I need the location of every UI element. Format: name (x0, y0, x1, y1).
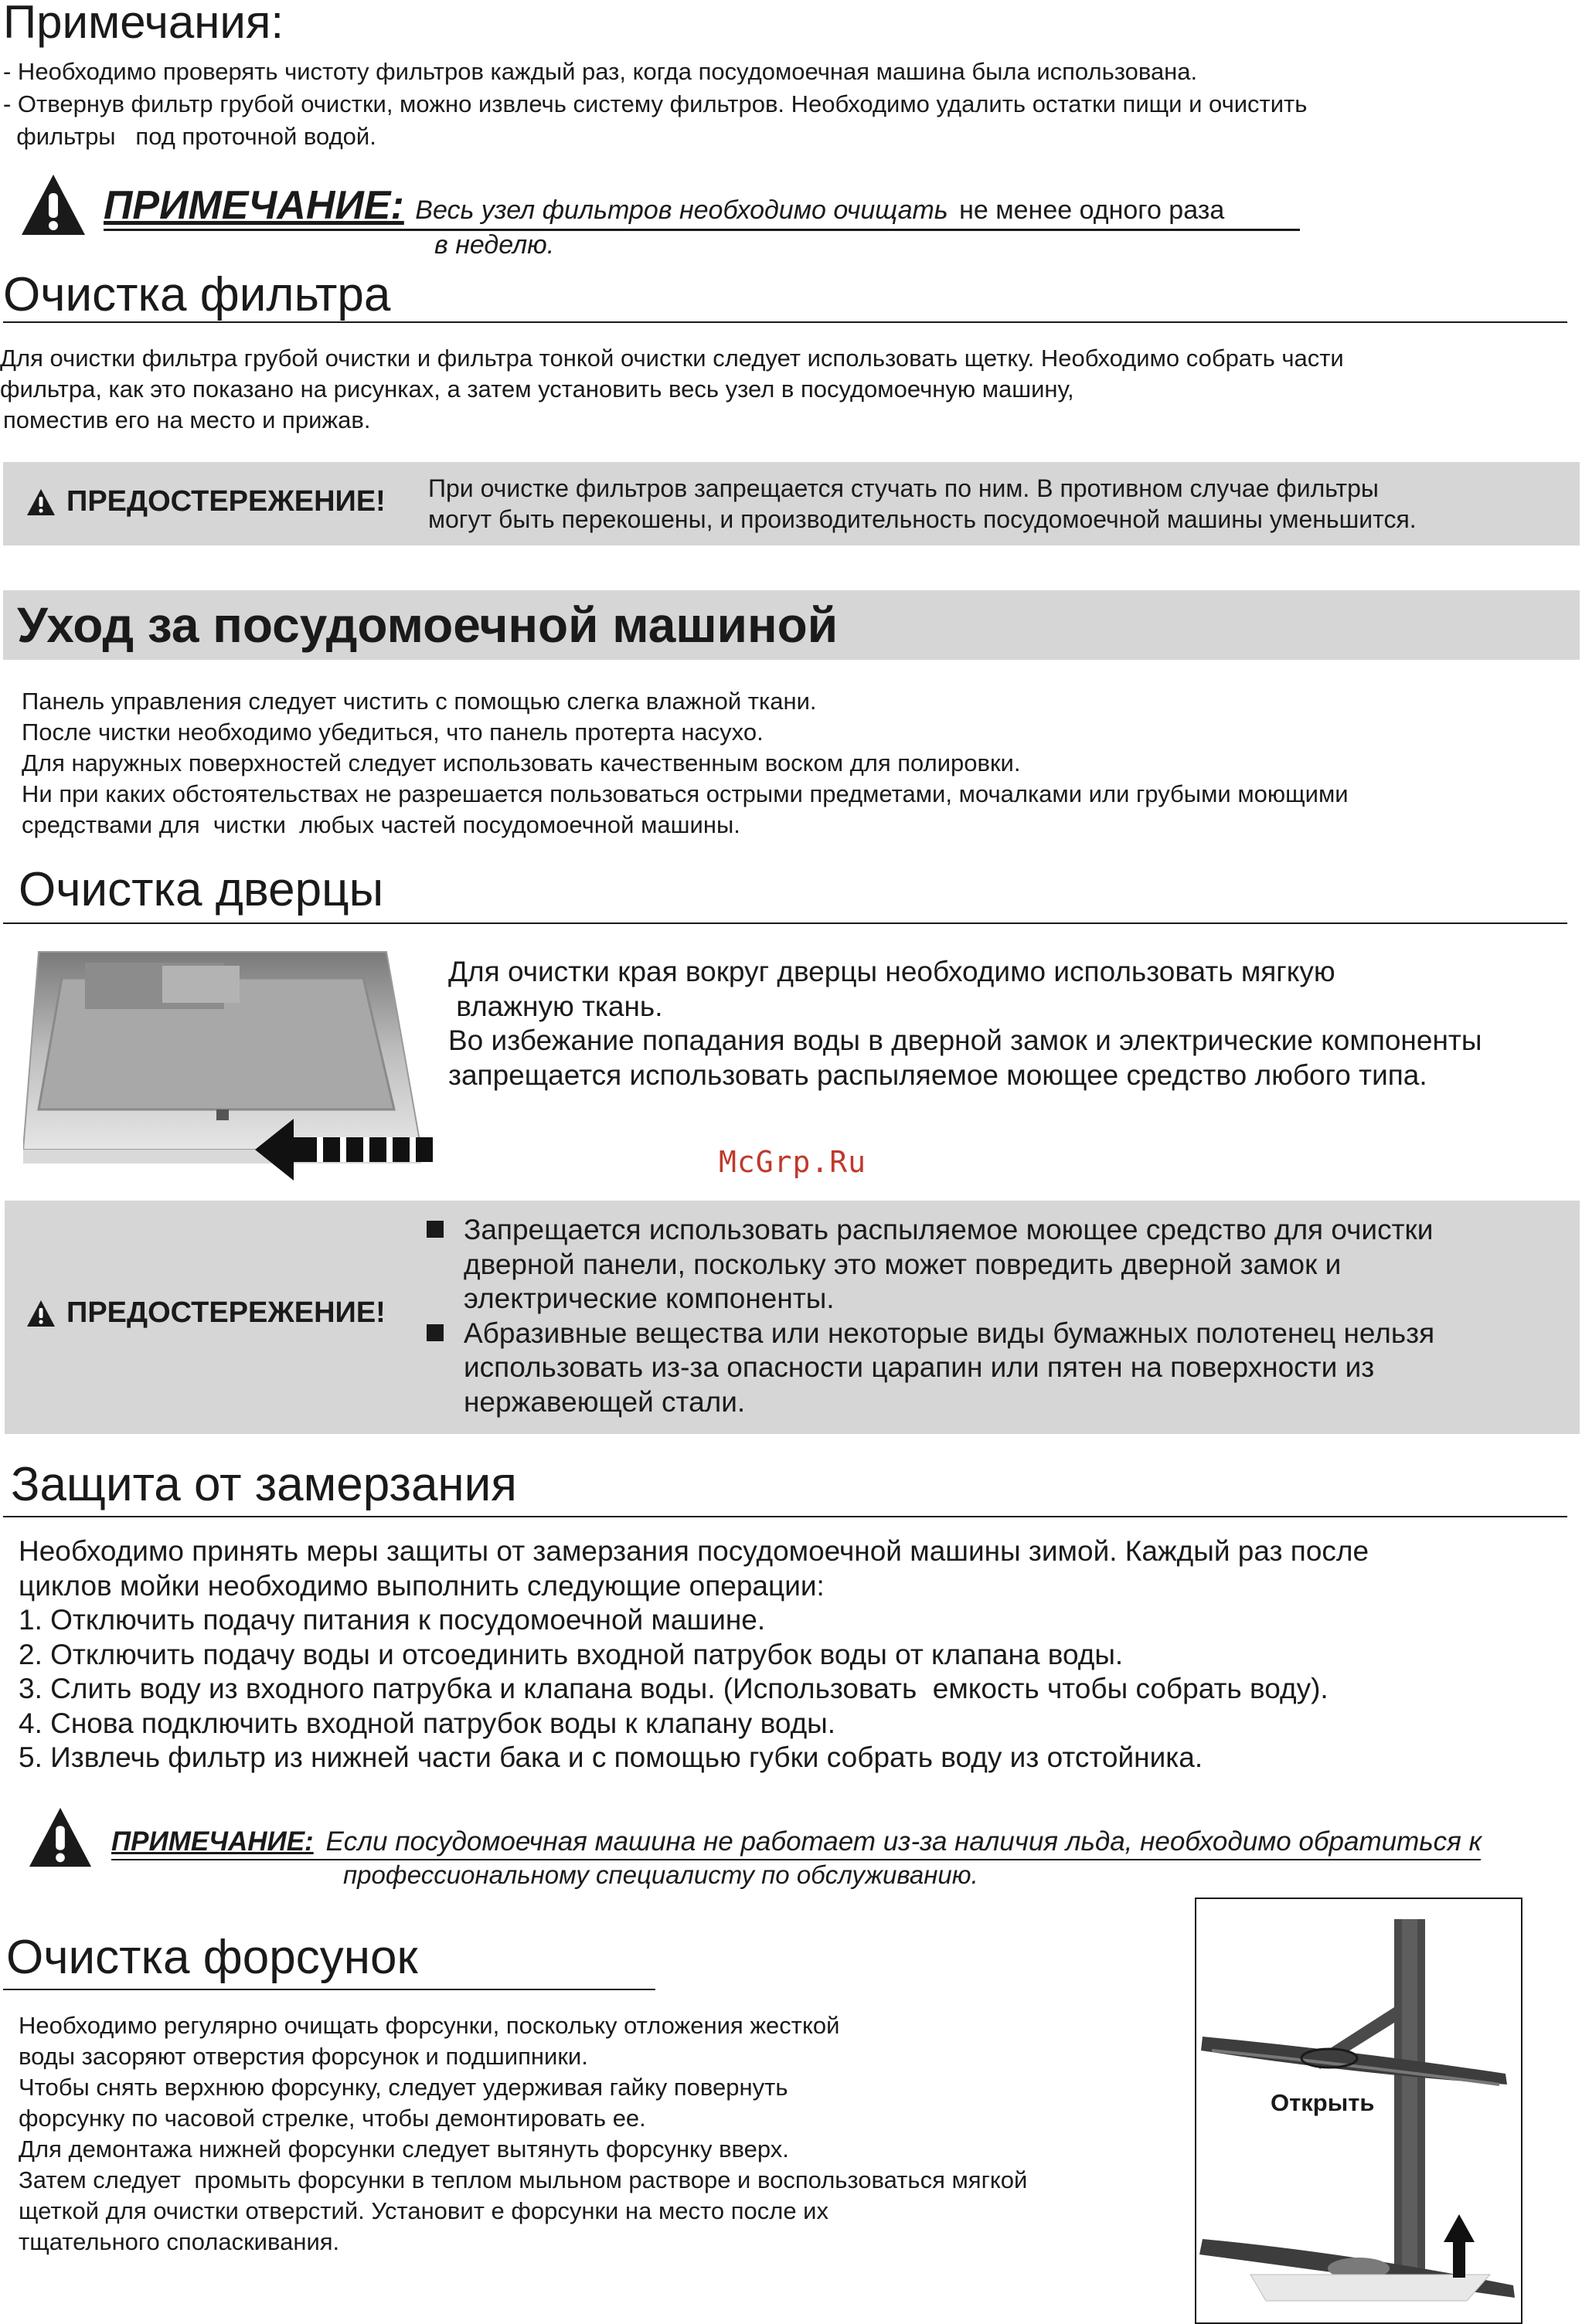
caution-bullet-line: нержавеющей стали. (464, 1385, 746, 1418)
filter-cleaning-line: фильтра, как это показано на рисунках, а затем установить весь узел в посудомоечную машину, (0, 375, 1074, 403)
freeze-step: 2. Отключить подачу воды и отсоединить входной патрубок воды от клапана воды. (19, 1638, 1124, 1670)
care-line: средствами для чистки любых частей посудомоечной машины. (22, 811, 740, 838)
door-text (448, 955, 1482, 1092)
watermark: McGrp.Ru (719, 1145, 867, 1179)
note2-text: Если посудомоечная машина не работает из-за наличия льда, необходимо обратиться к (325, 1826, 1482, 1857)
nozzles-line: Необходимо регулярно очищать форсунки, поскольку отложения жесткой (19, 2012, 840, 2039)
care-title-bar (3, 590, 1580, 660)
caution-bullet-line: Запрещается использовать распыляемое моющее средство для очистки (464, 1214, 1434, 1245)
note1 (104, 182, 1224, 229)
freeze-step: 3. Слить воду из входного патрубка и клапана воды. (Использовать емкость чтобы собрать воду). (19, 1673, 1329, 1704)
note1-text-emphasis: не менее одного раза (959, 195, 1225, 225)
filter-cleaning-line: Для очистки фильтра грубой очистки и фильтра тонкой очистки следует использовать щетку. Необходимо собрать части (0, 345, 1344, 372)
note1-underline (104, 229, 1300, 231)
freeze-text (19, 1534, 1369, 1775)
section-rule (3, 321, 1567, 323)
section-rule (3, 1989, 655, 1990)
caution-bullet-line: Абразивные вещества или некоторые виды бумажных полотенец нельзя (464, 1317, 1435, 1349)
notes-line: - Необходимо проверять чистоту фильтров каждый раз, когда посудомоечная машина была использована. (3, 58, 1198, 85)
freeze-step: 4. Снова подключить входной патрубок воды к клапану воды. (19, 1707, 836, 1739)
warning-icon (26, 488, 56, 516)
door-illustration (23, 947, 441, 1181)
care-line: После чистки необходимо убедиться, что панель протерта насухо. (22, 719, 764, 746)
caution-bullet-line: электрические компоненты. (464, 1283, 835, 1314)
freeze-intro-line: циклов мойки необходимо выполнить следующие операции: (19, 1569, 825, 1602)
care-line: Для наружных поверхностей следует использовать качественным воском для полировки. (22, 749, 1021, 776)
caution-box (3, 462, 1580, 545)
notes-line: фильтры под проточной водой. (3, 123, 376, 150)
filter-cleaning-text (0, 343, 1344, 436)
nozzles-line: форсунку по часовой стрелке, чтобы демонтировать ее. (19, 2105, 646, 2132)
freeze-title: Защита от замерзания (11, 1458, 517, 1511)
nozzles-line: Чтобы снять верхнюю форсунку, следует удерживая гайку повернуть (19, 2074, 788, 2101)
note1-text-cont: в неделю. (434, 230, 555, 260)
caution-label: ПРЕДОСТЕРЕЖЕНИЕ! (66, 1296, 386, 1329)
note2-text-cont: профессиональному специалисту по обслуживанию. (343, 1860, 978, 1889)
caution-text (428, 473, 1417, 535)
note2-label: ПРИМЕЧАНИЕ: (111, 1826, 314, 1857)
caution-bullets (427, 1213, 1434, 1419)
care-line: Ни при каких обстоятельствах не разрешается пользоваться острыми предметами, мочалками или грубыми моющими (22, 780, 1349, 807)
caution-label: ПРЕДОСТЕРЕЖЕНИЕ! (66, 485, 386, 518)
nozzles-line: Затем следует промыть форсунки в теплом мыльном растворе и воспользоваться мягкой (19, 2166, 1028, 2193)
warning-icon (26, 1300, 56, 1327)
filter-cleaning-title: Очистка фильтра (3, 268, 391, 321)
nozzles-line: тщательного споласкивания. (19, 2228, 340, 2255)
note2 (111, 1826, 1482, 1857)
freeze-step: 5. Извлечь фильтр из нижней части бака и с помощью губки собрать воду из отстойника. (19, 1741, 1203, 1773)
warning-icon (20, 172, 87, 238)
notes-line: - Отвернув фильтр грубой очистки, можно извлечь систему фильтров. Необходимо удалить остатки пищи и очистить (3, 90, 1308, 117)
notes-title: Примечания: (3, 0, 284, 48)
nozzles-line: воды засоряют отверстия форсунок и подшипники. (19, 2043, 588, 2070)
caution-bullet (427, 1317, 1434, 1420)
caution-label-row (26, 1296, 386, 1330)
caution-label-row (26, 485, 386, 518)
nozzles-line: щеткой для очистки отверстий. Установит е форсунки на место после их (19, 2197, 828, 2224)
nozzles-line: Для демонтажа нижней форсунки следует вытянуть форсунку вверх. (19, 2135, 789, 2163)
door-line: Для очистки края вокруг дверцы необходимо использовать мягкую (448, 956, 1335, 987)
door-title: Очистка дверцы (19, 863, 384, 916)
freeze-intro-line: Необходимо принять меры защиты от замерзания посудомоечной машины зимой. Каждый раз после (19, 1535, 1369, 1567)
caution-bullet-line: использовать из-за опасности царапин или пятен на поверхности из (464, 1351, 1375, 1383)
door-line: запрещается использовать распыляемое моющее средство любого типа. (448, 1058, 1427, 1091)
care-line: Панель управления следует чистить с помощью слегка влажной ткани. (22, 688, 817, 715)
door-line: Во избежание попадания воды в дверной замок и электрические компоненты (448, 1024, 1482, 1056)
freeze-step: 1. Отключить подачу питания к посудомоечной машине. (19, 1604, 766, 1636)
nozzles-title: Очистка форсунок (6, 1931, 418, 1984)
caution-line: При очистке фильтров запрещается стучать по ним. В противном случае фильтры (428, 474, 1379, 502)
note1-text: Весь узел фильтров необходимо очищать (415, 195, 948, 225)
note1-label: ПРИМЕЧАНИЕ: (104, 183, 404, 228)
notes-text (3, 56, 1307, 153)
caution-line: могут быть перекошены, и производительность посудомоечной машины уменьшится. (428, 505, 1417, 533)
care-text (22, 686, 1349, 841)
bullet-square-icon (427, 1324, 444, 1341)
section-rule (3, 922, 1567, 924)
caution-bullet-line: дверной панели, поскольку это может повредить дверной замок и (464, 1248, 1342, 1280)
door-line: влажную ткань. (448, 990, 663, 1022)
filter-cleaning-line: поместив его на место и прижав. (3, 406, 371, 433)
care-title: Уход за посудомоечной машиной (17, 597, 839, 653)
nozzles-text (19, 2010, 1027, 2258)
bullet-square-icon (427, 1221, 444, 1238)
spray-arm-figure (1195, 1898, 1522, 2324)
open-label: Открыть (1271, 2089, 1375, 2116)
caution-bullet (427, 1213, 1434, 1317)
section-rule (3, 1516, 1567, 1517)
warning-icon (28, 1805, 93, 1870)
caution-box (5, 1201, 1580, 1434)
